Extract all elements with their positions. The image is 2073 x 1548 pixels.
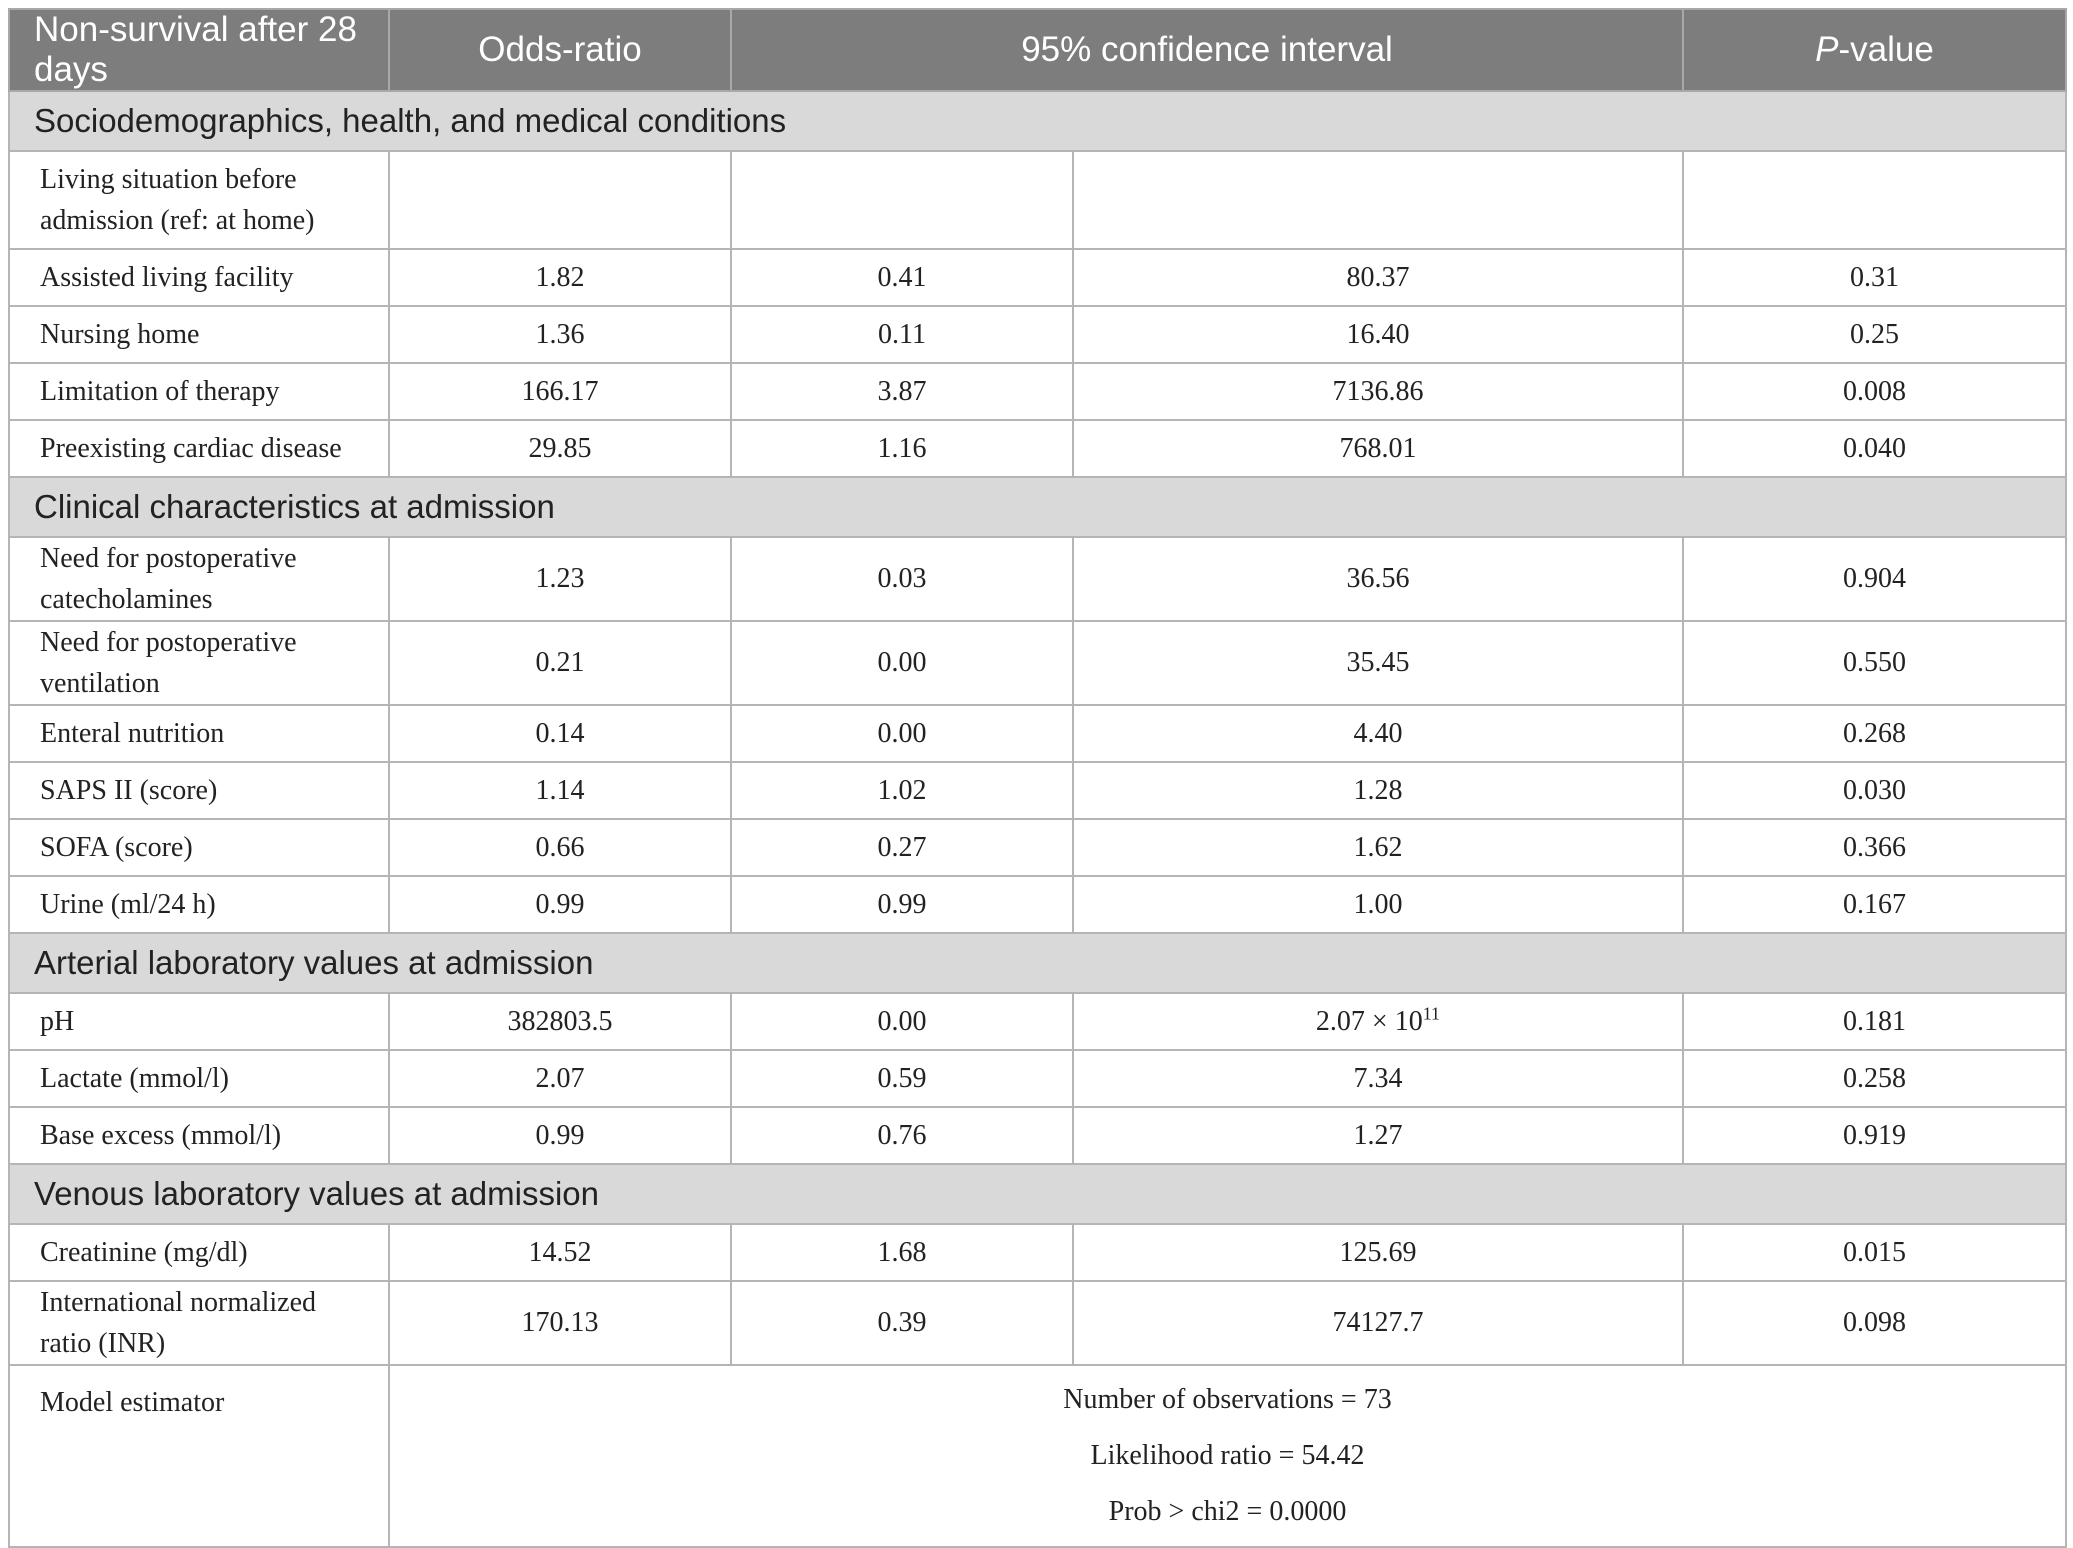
ci-low-cell: 0.03 bbox=[731, 537, 1073, 621]
row-label: Base excess (mmol/l) bbox=[9, 1107, 389, 1164]
section-title: Clinical characteristics at admission bbox=[9, 477, 2066, 537]
p-value-cell: 0.098 bbox=[1683, 1281, 2066, 1365]
p-value-cell: 0.366 bbox=[1683, 819, 2066, 876]
odds-ratio-cell: 0.99 bbox=[389, 876, 731, 933]
ci-low-cell: 0.00 bbox=[731, 705, 1073, 762]
row-label: Need for postoperative ventilation bbox=[9, 621, 389, 705]
table-row bbox=[9, 621, 2066, 705]
p-value-cell: 0.904 bbox=[1683, 537, 2066, 621]
table-row bbox=[9, 1107, 2066, 1164]
row-label: Limitation of therapy bbox=[9, 363, 389, 420]
p-value-cell: 0.008 bbox=[1683, 363, 2066, 420]
odds-ratio-cell: 1.82 bbox=[389, 249, 731, 306]
ci-low-cell: 0.76 bbox=[731, 1107, 1073, 1164]
table-row bbox=[9, 420, 2066, 477]
ci-high-cell: 80.37 bbox=[1073, 249, 1683, 306]
header-p-rest: -value bbox=[1838, 30, 1934, 69]
odds-ratio-cell: 2.07 bbox=[389, 1050, 731, 1107]
table-row bbox=[9, 1050, 2066, 1107]
odds-ratio-cell bbox=[389, 151, 731, 249]
results-table bbox=[8, 8, 2067, 1548]
row-label: Assisted living facility bbox=[9, 249, 389, 306]
section-header-row bbox=[9, 91, 2066, 151]
ci-low-cell: 0.59 bbox=[731, 1050, 1073, 1107]
ci-low-cell: 0.99 bbox=[731, 876, 1073, 933]
ci-high-cell: 35.45 bbox=[1073, 621, 1683, 705]
ci-high-cell: 1.27 bbox=[1073, 1107, 1683, 1164]
table-row bbox=[9, 876, 2066, 933]
ci-low-cell: 0.00 bbox=[731, 621, 1073, 705]
ci-high-cell: 1.62 bbox=[1073, 819, 1683, 876]
table-row bbox=[9, 363, 2066, 420]
table-row bbox=[9, 537, 2066, 621]
p-value-cell: 0.919 bbox=[1683, 1107, 2066, 1164]
row-label: Urine (ml/24 h) bbox=[9, 876, 389, 933]
row-label: Nursing home bbox=[9, 306, 389, 363]
section-header-row bbox=[9, 933, 2066, 993]
odds-ratio-cell: 382803.5 bbox=[389, 993, 731, 1050]
p-value-cell: 0.030 bbox=[1683, 762, 2066, 819]
ci-high-cell: 1.28 bbox=[1073, 762, 1683, 819]
table-row bbox=[9, 306, 2066, 363]
model-estimator-values bbox=[389, 1365, 2066, 1547]
ci-high-base: 2.07 × 10 bbox=[1315, 1005, 1423, 1037]
p-value-cell: 0.25 bbox=[1683, 306, 2066, 363]
section-title: Sociodemographics, health, and medical conditions bbox=[9, 91, 2066, 151]
ci-high-exponent: 11 bbox=[1422, 1003, 1441, 1024]
section-header-row bbox=[9, 1164, 2066, 1224]
odds-ratio-cell: 29.85 bbox=[389, 420, 731, 477]
header-odds-ratio: Odds-ratio bbox=[389, 9, 731, 91]
odds-ratio-cell: 0.66 bbox=[389, 819, 731, 876]
header-confidence-interval: 95% confidence interval bbox=[731, 9, 1683, 91]
model-likelihood-ratio: Likelihood ratio = 54.42 bbox=[1090, 1440, 1365, 1471]
odds-ratio-cell: 14.52 bbox=[389, 1224, 731, 1281]
odds-ratio-cell: 0.99 bbox=[389, 1107, 731, 1164]
table-row bbox=[9, 249, 2066, 306]
p-value-cell: 0.015 bbox=[1683, 1224, 2066, 1281]
odds-ratio-cell: 0.21 bbox=[389, 621, 731, 705]
section-title: Venous laboratory values at admission bbox=[9, 1164, 2066, 1224]
ci-high-cell: 768.01 bbox=[1073, 420, 1683, 477]
p-value-cell: 0.268 bbox=[1683, 705, 2066, 762]
p-value-cell: 0.181 bbox=[1683, 993, 2066, 1050]
ci-low-cell: 0.11 bbox=[731, 306, 1073, 363]
ci-low-cell: 0.00 bbox=[731, 993, 1073, 1050]
ci-low-cell: 1.02 bbox=[731, 762, 1073, 819]
ci-high-cell: 7136.86 bbox=[1073, 363, 1683, 420]
row-label: Creatinine (mg/dl) bbox=[9, 1224, 389, 1281]
odds-ratio-cell: 1.14 bbox=[389, 762, 731, 819]
row-label: Need for postoperative catecholamines bbox=[9, 537, 389, 621]
odds-ratio-cell: 1.36 bbox=[389, 306, 731, 363]
table-row bbox=[9, 151, 2066, 249]
ci-low-cell bbox=[731, 151, 1073, 249]
row-label: International normalized ratio (INR) bbox=[9, 1281, 389, 1365]
odds-ratio-cell: 1.23 bbox=[389, 537, 731, 621]
row-label: SAPS II (score) bbox=[9, 762, 389, 819]
row-label: Lactate (mmol/l) bbox=[9, 1050, 389, 1107]
header-p-value bbox=[1683, 9, 2066, 91]
section-title: Arterial laboratory values at admission bbox=[9, 933, 2066, 993]
row-label: Enteral nutrition bbox=[9, 705, 389, 762]
ci-high-cell: 36.56 bbox=[1073, 537, 1683, 621]
ci-low-cell: 0.39 bbox=[731, 1281, 1073, 1365]
section-header-row bbox=[9, 477, 2066, 537]
table-row bbox=[9, 819, 2066, 876]
p-value-cell: 0.31 bbox=[1683, 249, 2066, 306]
row-label: SOFA (score) bbox=[9, 819, 389, 876]
ci-low-cell: 3.87 bbox=[731, 363, 1073, 420]
header-p-letter: P bbox=[1815, 30, 1839, 69]
ci-high-cell: 125.69 bbox=[1073, 1224, 1683, 1281]
ci-high-cell: 1.00 bbox=[1073, 876, 1683, 933]
row-label: Preexisting cardiac disease bbox=[9, 420, 389, 477]
model-estimator-row bbox=[9, 1365, 2066, 1547]
ci-high-cell: 74127.7 bbox=[1073, 1281, 1683, 1365]
table-row bbox=[9, 1281, 2066, 1365]
model-prob-chi2: Prob > chi2 = 0.0000 bbox=[1108, 1496, 1347, 1527]
header-row bbox=[9, 9, 2066, 91]
odds-ratio-cell: 170.13 bbox=[389, 1281, 731, 1365]
table-row bbox=[9, 1224, 2066, 1281]
odds-ratio-cell: 166.17 bbox=[389, 363, 731, 420]
odds-ratio-cell: 0.14 bbox=[389, 705, 731, 762]
ci-low-cell: 1.16 bbox=[731, 420, 1073, 477]
ci-high-cell bbox=[1073, 151, 1683, 249]
header-outcome: Non-survival after 28 days bbox=[9, 9, 389, 91]
table-row bbox=[9, 762, 2066, 819]
row-label: pH bbox=[9, 993, 389, 1050]
p-value-cell: 0.040 bbox=[1683, 420, 2066, 477]
p-value-cell: 0.258 bbox=[1683, 1050, 2066, 1107]
ci-high-cell: 16.40 bbox=[1073, 306, 1683, 363]
ci-high-cell bbox=[1073, 993, 1683, 1050]
model-observations: Number of observations = 73 bbox=[1063, 1384, 1392, 1415]
ci-low-cell: 1.68 bbox=[731, 1224, 1073, 1281]
table-row bbox=[9, 705, 2066, 762]
ci-high-cell: 7.34 bbox=[1073, 1050, 1683, 1107]
table-row bbox=[9, 993, 2066, 1050]
ci-low-cell: 0.27 bbox=[731, 819, 1073, 876]
p-value-cell bbox=[1683, 151, 2066, 249]
ci-high-cell: 4.40 bbox=[1073, 705, 1683, 762]
model-estimator-label: Model estimator bbox=[9, 1365, 389, 1547]
p-value-cell: 0.550 bbox=[1683, 621, 2066, 705]
row-label: Living situation before admission (ref: at home) bbox=[9, 151, 389, 249]
p-value-cell: 0.167 bbox=[1683, 876, 2066, 933]
ci-low-cell: 0.41 bbox=[731, 249, 1073, 306]
